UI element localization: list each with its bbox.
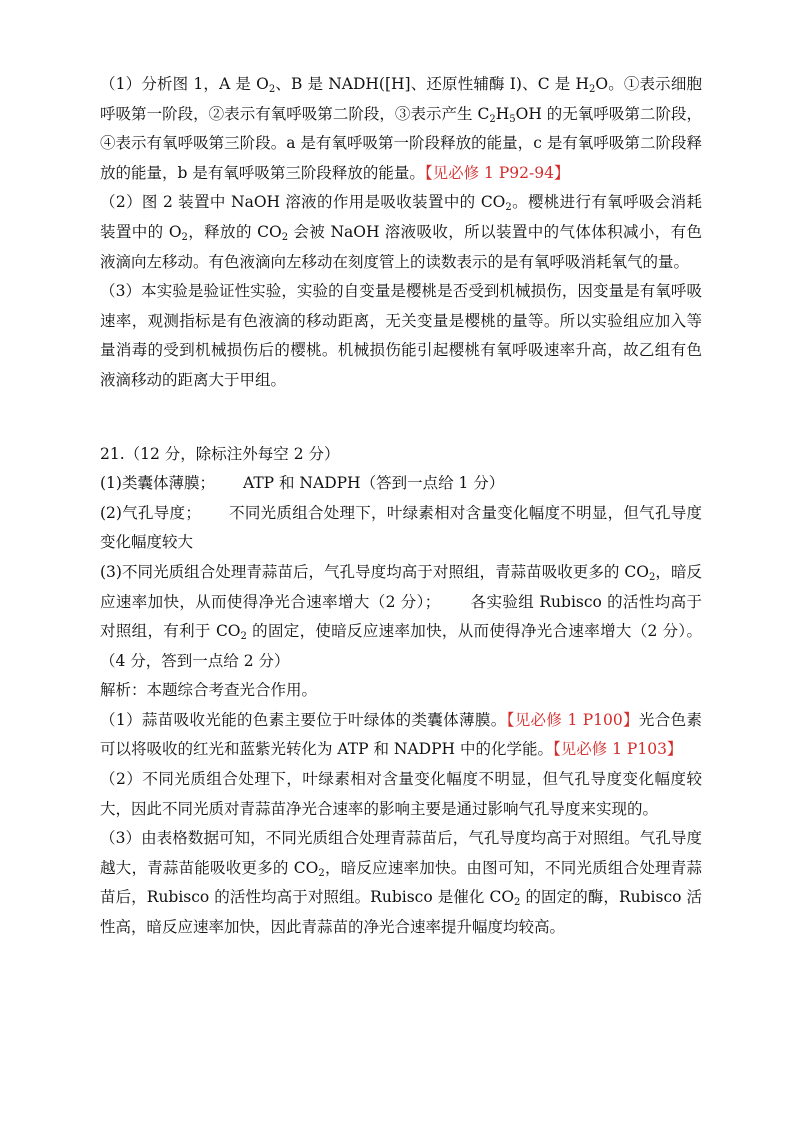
q21-explanation-2: （2）不同光质组合处理下，叶绿素相对含量变化幅度不明显，但气孔导度变化幅度较大，因此不同光质对青蒜苗净光合速率的影响主要是通过影响气孔导度来实现的。 <box>100 770 702 818</box>
q21-analysis-title: 解析：本题综合考查光合作用。 <box>100 681 318 700</box>
text-run: OH 的无氧呼吸第二阶段，④表示有氧呼吸第三阶段。a 是有氧呼吸第一阶段释放的能量，c 是有氧呼吸第二阶段释放的能量，b 是有氧呼吸第三阶段释放的能量。 <box>100 104 702 182</box>
textbook-reference: 【见必修 1 P100】 <box>506 710 639 729</box>
subscript: 2 <box>505 202 512 214</box>
subscript: 2 <box>648 571 656 583</box>
text-run: （2）图 2 装置中 NaOH 溶液的作用是吸收装置中的 CO <box>100 193 506 212</box>
q20-explanation-1 <box>100 70 702 188</box>
text-run: 、B 是 NADH([H]、还原性辅酶 I)、C 是 H <box>275 75 589 93</box>
subscript: 2 <box>514 897 521 909</box>
subscript: 5 <box>509 113 516 125</box>
q21-answer-2 <box>100 499 702 558</box>
text-run: ，释放的 CO <box>187 222 282 241</box>
q21-header: 21.（12 分，除标注外每空 2 分） <box>100 444 340 463</box>
text-run: （1）蒜苗吸收光能的色素主要位于叶绿体的类囊体薄膜。 <box>100 710 507 729</box>
text-run: H <box>495 104 510 123</box>
q21-explanation-1 <box>100 706 702 765</box>
q21-answer-3 <box>100 558 702 676</box>
answer-text: ATP 和 NADPH（答到一点给 1 分） <box>242 474 505 493</box>
text-run: 会被 NaOH 溶液吸收，所以装置中的气体体积减小，有色液滴向左移动。有色液滴向左移动在刻度管上的读数表示的是有氧呼吸消耗氧气的量。 <box>100 222 703 271</box>
q21-answer-1 <box>100 469 702 499</box>
text-run: 。樱桃进行有氧呼吸会消耗装置中的 O <box>100 193 702 241</box>
subscript: 2 <box>240 631 247 643</box>
text-run: 光合色素可以将吸收的红光和蓝紫光转化为 ATP 和 NADPH 中的化学能。 <box>100 710 702 759</box>
text-run: 的固定的酶，Rubisco 活性高，暗反应速率加快，因此青蒜苗的净光合速率提升幅度均较高。 <box>100 888 702 937</box>
text-run: （1）分析图 1，A 是 O <box>100 75 269 93</box>
text-run: ，暗反应速率加快。由图可知，不同光质组合处理青蒜苗后，Rubisco 的活性均高于对照组。Rubisco 是催化 CO <box>100 858 702 907</box>
subscript: 2 <box>181 231 188 243</box>
text-run: ，暗反应速率加快，从而使得净光合速率增大（2 分）； <box>100 562 702 611</box>
subscript: 2 <box>281 231 289 243</box>
answer-label: (1)类囊体薄膜； <box>100 474 215 493</box>
q21-explanation-3 <box>100 824 702 942</box>
answer-text: 不同光质组合处理下，叶绿素相对含量变化幅度不明显，但气孔导度变化幅度较大 <box>100 503 702 552</box>
text-run: O。①表示细胞呼吸第一阶段，②表示有氧呼吸第二阶段，③表示产生 C <box>100 75 702 123</box>
subscript: 2 <box>268 84 276 95</box>
subscript: 2 <box>489 113 496 125</box>
text-run: 各实验组 Rubisco 的活性均高于对照组，有利于 CO <box>100 592 703 641</box>
text-run: (3)不同光质组合处理青蒜苗后，气孔导度均高于对照组，青蒜苗吸收更多的 CO <box>100 562 649 581</box>
subscript: 2 <box>588 84 596 95</box>
textbook-reference: 【见必修 1 P103】 <box>552 740 683 759</box>
q20-explanation-3: （3）本实验是验证性实验，实验的自变量是樱桃是否受到机械损伤，因变量是有氧呼吸速率，观测指标是有色液滴的移动距离，无关变量是樱桃的量等。所以实验组应加入等量消毒的受到机械损伤后的樱桃。机械损伤能引起樱桃有氧呼吸速率升高，故乙组有色液滴移动的距离大于甲组。 <box>100 282 702 389</box>
answer-label: (2)气孔导度； <box>100 503 201 522</box>
subscript: 2 <box>318 867 325 879</box>
q20-explanation-2 <box>100 188 702 277</box>
textbook-reference: 【见必修 1 P92-94】 <box>424 163 570 182</box>
section-spacer <box>100 396 702 440</box>
text-run: 的固定，使暗反应速率加快，从而使得净光合速率增大（2 分）。（4 分，答到一点给 2 分） <box>100 622 702 670</box>
text-run: （3）由表格数据可知，不同光质组合处理青蒜苗后，气孔导度均高于对照组。气孔导度越大，青蒜苗能吸收更多的 CO <box>100 829 702 877</box>
